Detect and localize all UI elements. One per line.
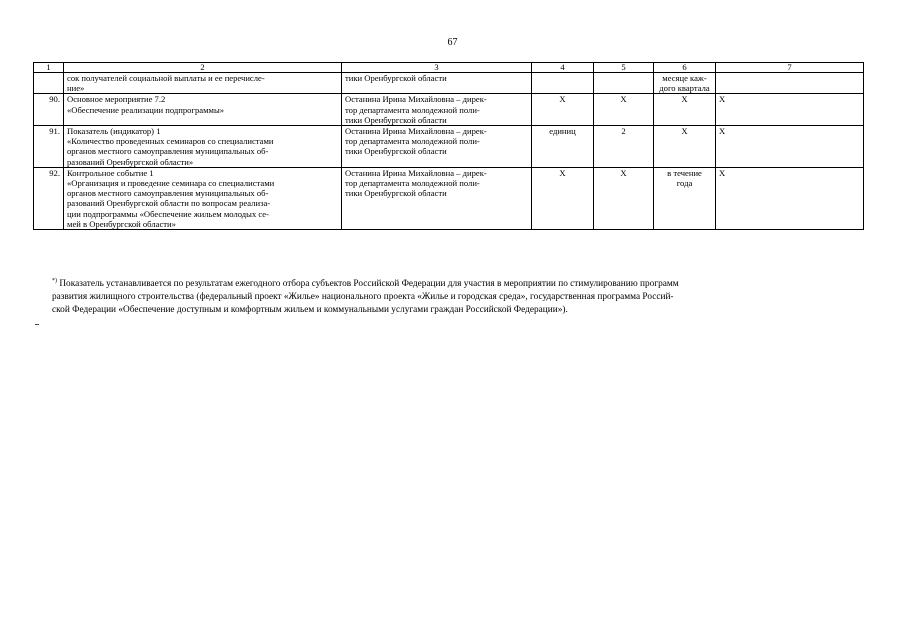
row-number: 92.: [34, 167, 64, 229]
unit-cell: [532, 73, 594, 94]
unit-cell: X: [532, 94, 594, 126]
page-number: 67: [447, 37, 458, 48]
item-name: сок получателей социальной выплаты и ее перечисле- ние»: [64, 73, 342, 94]
footnote-line: развития жилищного строительства (федеральный проект «Жилье» национального проекта «Жилье и городская среда», государственная программа Россий-: [52, 292, 674, 302]
extra-cell: X: [716, 167, 864, 229]
footnote: [52, 278, 872, 317]
table-row: [34, 126, 864, 168]
deadline-cell: X: [654, 126, 716, 168]
extra-cell: X: [716, 126, 864, 168]
item-name: Показатель (индикатор) 1 «Количество проведенных семинаров со специалистами органов местного самоуправления муниципальных об- разований Оренбургской области»: [64, 126, 342, 168]
row-number: [34, 73, 64, 94]
deadline-cell: в течение года: [654, 167, 716, 229]
scan-mark: [35, 324, 39, 325]
footnote-line: Показатель устанавливается по результатам ежегодного отбора субъектов Российской Федерации для участия в мероприятии по стимулированию программ: [59, 279, 679, 289]
item-name: Основное мероприятие 7.2 «Обеспечение реализации подпрограммы»: [64, 94, 342, 126]
responsible-person: Останина Ирина Михайловна – дирек- тор департамента молодежной поли- тики Оренбургской области: [342, 167, 532, 229]
program-table: [33, 62, 864, 230]
col-header: 6: [654, 63, 716, 73]
col-header: 4: [532, 63, 594, 73]
responsible-person: Останина Ирина Михайловна – дирек- тор департамента молодежной поли- тики Оренбургской области: [342, 126, 532, 168]
value-cell: X: [594, 167, 654, 229]
value-cell: X: [594, 94, 654, 126]
responsible-person: Останина Ирина Михайловна – дирек- тор департамента молодежной поли- тики Оренбургской области: [342, 94, 532, 126]
deadline-cell: X: [654, 94, 716, 126]
header-row: [34, 63, 864, 73]
row-number: 90.: [34, 94, 64, 126]
unit-cell: X: [532, 167, 594, 229]
footnote-line: ской Федерации «Обеспечение доступным и комфортным жильем и коммунальными услугами граждан Российской Федерации»).: [52, 305, 568, 315]
col-header: 5: [594, 63, 654, 73]
row-number: 91.: [34, 126, 64, 168]
value-cell: 2: [594, 126, 654, 168]
deadline-cell: месяце каж- дого квартала: [654, 73, 716, 94]
extra-cell: X: [716, 94, 864, 126]
extra-cell: [716, 73, 864, 94]
table-row: [34, 94, 864, 126]
col-header: 3: [342, 63, 532, 73]
table-row: [34, 73, 864, 94]
responsible-person: тики Оренбургской области: [342, 73, 532, 94]
unit-cell: единиц: [532, 126, 594, 168]
item-name: Контрольное событие 1 «Организация и проведение семинара со специалистами органов местного самоуправления муниципальных об- разований Оренбургской области по вопросам реализа- ции подпрограммы «Обеспечение жильем молодых се- мей в Оренбургской области»: [64, 167, 342, 229]
col-header: 2: [64, 63, 342, 73]
value-cell: [594, 73, 654, 94]
footnote-marker: *): [52, 278, 57, 284]
col-header: 1: [34, 63, 64, 73]
table-row: [34, 167, 864, 229]
col-header: 7: [716, 63, 864, 73]
